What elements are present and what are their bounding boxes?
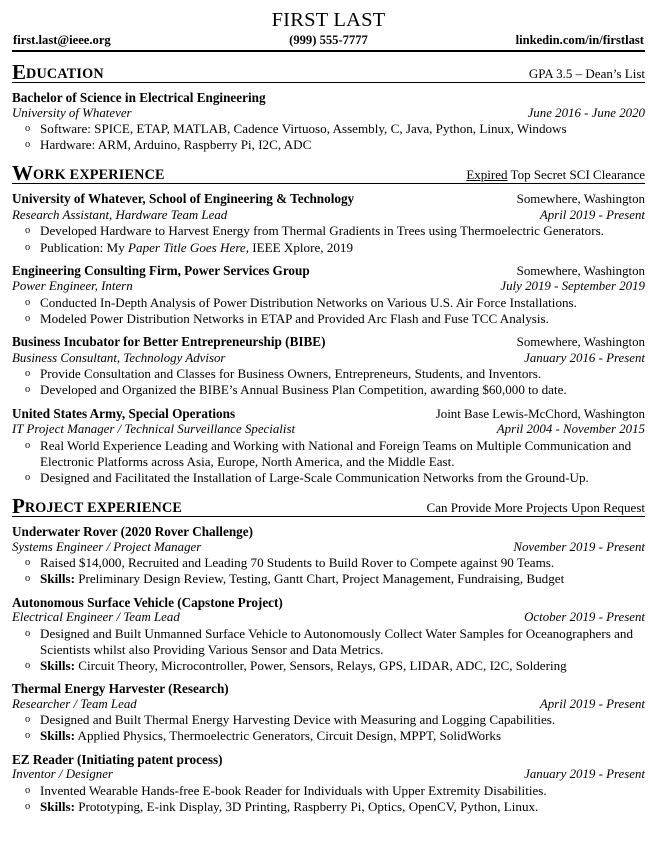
entry-role: Power Engineer, Intern (12, 279, 133, 294)
entry-dates: January 2019 - Present (524, 767, 645, 782)
bullet-label: Skills: (40, 728, 75, 744)
experience-entry (12, 334, 645, 398)
bullet-item (12, 626, 645, 658)
entry-role: Business Consultant, Technology Advisor (12, 350, 226, 365)
bullet-text: Applied Physics, Thermoelectric Generators, Circuit Design, MPPT, SolidWorks (74, 728, 502, 744)
linkedin-link[interactable]: linkedin.com/in/firstlast (515, 33, 644, 47)
entry-title-row (12, 524, 645, 540)
entry-title: Underwater Rover (2020 Rover Challenge) (12, 524, 253, 540)
entry-title: Autonomous Surface Vehicle (Capstone Project) (12, 594, 283, 610)
entry-bullet-list (12, 783, 645, 815)
experience-entry (12, 524, 645, 587)
section-title-rest: ROJECT EXPERIENCE (24, 500, 183, 517)
entry-subtitle-row (12, 208, 645, 224)
entry-title: Business Incubator for Better Entrepreneurship (BIBE) (12, 334, 326, 350)
bullet-text: Preliminary Design Review, Testing, Gantt Chart, Project Management, Fundraising, Budget (74, 571, 565, 587)
bullet-text: Developed Hardware to Harvest Energy from Thermal Gradients in Trees using Thermoelectric Generators. (40, 223, 604, 239)
entry-dates: April 2019 - Present (539, 696, 645, 711)
bullet-label: Skills: (40, 658, 75, 674)
entry-title-row (12, 263, 645, 280)
entry-title: Thermal Energy Harvester (Research) (12, 681, 229, 697)
section-title (12, 496, 182, 517)
bullet-item (12, 366, 645, 382)
bullet-text: Provide Consultation and Classes for Business Owners, Entrepreneurs, Students, and Inventors. (40, 366, 542, 382)
bullet-text: Real World Experience Leading and Working with National and Foreign Teams on Multiple Communication and Electronic Platforms across Asia, Europe, North America, and the Middle East. (40, 437, 632, 469)
bullet-item (12, 223, 645, 239)
bullet-italic-text: Paper Title Goes Here, (128, 239, 250, 255)
section-project-experience (12, 495, 645, 815)
entry-location: Somewhere, Washington (516, 335, 645, 350)
entry-bullet-list (12, 295, 645, 327)
entry-bullet-list (12, 555, 645, 587)
entry-bullet-list (12, 121, 645, 153)
entry-subtitle-row (12, 697, 645, 713)
entry-dates: April 2019 - Present (539, 207, 645, 222)
section-header-education (12, 61, 645, 83)
bullet-text: Developed and Organized the BIBE’s Annual Business Plan Competition, awarding $60,000 to date. (40, 382, 567, 398)
entry-bullet-list (12, 712, 645, 744)
section-note-text: Top Secret SCI Clearance (507, 167, 645, 183)
entry-subtitle-row (12, 540, 645, 556)
bullet-item (12, 712, 645, 728)
entry-subtitle-row (12, 422, 645, 438)
bullet-item (12, 438, 645, 470)
experience-entry (12, 752, 645, 815)
bullet-tail-text: IEEE Xplore, 2019 (249, 239, 354, 255)
section-title-rest: ORK EXPERIENCE (33, 167, 165, 184)
bullet-item (12, 555, 645, 571)
phone-text[interactable]: (999) 555-7777 (289, 33, 368, 47)
entry-location: Somewhere, Washington (516, 263, 645, 278)
entry-role: Systems Engineer / Project Manager (12, 539, 202, 554)
bullet-label: Skills: (40, 798, 75, 814)
entry-title: Bachelor of Science in Electrical Engineering (12, 90, 266, 105)
entry-bullet-list (12, 438, 645, 487)
entry-subtitle-row (12, 106, 645, 122)
bullet-item (12, 137, 645, 153)
bullet-text: Raised $14,000, Recruited and Leading 70 Students to Build Rover to Compete against 90 Teams. (40, 555, 555, 571)
entry-subtitle-row (12, 767, 645, 783)
entry-dates: June 2016 - June 2020 (527, 105, 645, 120)
section-note-text: Can Provide More Projects Upon Request (426, 500, 645, 516)
entry-role: IT Project Manager / Technical Surveillance Specialist (12, 422, 296, 437)
entry-location: Somewhere, Washington (516, 192, 645, 207)
entry-dates: October 2019 - Present (524, 610, 645, 625)
page-title: FIRST LAST (271, 9, 386, 31)
section-header-project-experience (12, 495, 645, 517)
entry-location: Joint Base Lewis-McChord, Washington (435, 406, 645, 421)
section-drop-cap: E (12, 60, 27, 84)
entry-title-row (12, 595, 645, 611)
bullet-label: Skills: (40, 571, 75, 587)
bullet-text: Circuit Theory, Microcontroller, Power, Sensors, Relays, GPS, LIDAR, ADC, I2C, Soldering (74, 658, 567, 674)
section-education (12, 61, 645, 153)
bullet-text: Prototyping, E-ink Display, 3D Printing, Raspberry Pi, Optics, OpenCV, Python, Linux. (74, 798, 539, 814)
section-work-experience (12, 162, 645, 486)
section-drop-cap: P (12, 494, 25, 519)
entry-role: University of Whatever (12, 105, 132, 120)
bullet-item (12, 295, 645, 311)
entry-title-row (12, 406, 645, 423)
bullet-text: Modeled Power Distribution Networks in ETAP and Provided Arc Flash and Fuse TCC Analysis. (40, 311, 549, 327)
experience-entry (12, 681, 645, 744)
email-text[interactable]: first.last@ieee.org (13, 33, 111, 47)
entry-title: Engineering Consulting Firm, Power Services Group (12, 262, 310, 278)
entry-bullet-list (12, 626, 645, 675)
bullet-text: Invented Wearable Hands-free E-book Reader for Individuals with Upper Extremity Disabilities. (40, 782, 547, 798)
section-note (427, 501, 645, 515)
bullet-text: Software: SPICE, ETAP, MATLAB, Cadence Virtuoso, Assembly, C, Java, Python, Linux, Windows (40, 121, 567, 136)
contact-bar (12, 33, 645, 52)
bullet-text: Designed and Built Unmanned Surface Vehicle to Autonomously Collect Water Samples for Oceanographers and Scientists whilst also Providing Various Sensor and Data Metrics. (40, 625, 633, 657)
experience-entry (12, 263, 645, 327)
section-drop-cap: W (12, 161, 33, 186)
entry-title: United States Army, Special Operations (12, 405, 236, 421)
bullet-item (12, 658, 645, 674)
entry-bullet-list (12, 366, 645, 398)
entry-role: Inventor / Designer (12, 767, 113, 782)
entry-subtitle-row (12, 610, 645, 626)
bullet-item (12, 311, 645, 327)
bullet-item (12, 728, 645, 744)
bullet-text: Designed and Built Thermal Energy Harvesting Device with Measuring and Logging Capabilities. (40, 712, 556, 728)
experience-entry (12, 90, 645, 153)
bullet-text: Designed and Facilitated the Installation of Large-Scale Communication Networks from the Ground-Up. (40, 470, 589, 486)
entry-role: Electrical Engineer / Team Lead (12, 610, 180, 625)
bullet-text: Conducted In-Depth Analysis of Power Distribution Networks on Various U.S. Air Force Installations. (40, 294, 577, 310)
bullet-item (12, 240, 645, 256)
section-note-underlined: Expired (466, 167, 508, 183)
section-header-work-experience (12, 162, 645, 184)
bullet-item (12, 571, 645, 587)
bullet-text: Publication: My (40, 239, 129, 255)
entry-subtitle-row (12, 351, 645, 367)
entry-title-row (12, 90, 645, 106)
entry-title: EZ Reader (Initiating patent process) (12, 751, 223, 767)
entry-title: University of Whatever, School of Engineering & Technology (12, 191, 355, 207)
bullet-text: Hardware: ARM, Arduino, Raspberry Pi, I2C, ADC (40, 137, 312, 153)
section-note (466, 168, 645, 182)
experience-entry (12, 406, 645, 487)
entry-dates: July 2019 - September 2019 (500, 279, 645, 294)
entry-bullet-list (12, 223, 645, 255)
section-note (529, 67, 645, 81)
bullet-item (12, 382, 645, 398)
entry-title-row (12, 334, 645, 351)
experience-entry (12, 191, 645, 255)
section-title (12, 62, 104, 83)
entry-dates: April 2004 - November 2015 (496, 422, 645, 437)
bullet-item (12, 121, 645, 137)
section-note-text: GPA 3.5 – Dean’s List (528, 66, 645, 81)
entry-title-row (12, 681, 645, 697)
sections-container (12, 61, 645, 815)
entry-dates: January 2016 - Present (524, 350, 645, 365)
entry-title-row (12, 191, 645, 208)
entry-dates: November 2019 - Present (513, 539, 645, 554)
section-title (12, 163, 165, 184)
section-title-rest: DUCATION (26, 66, 104, 82)
entry-role: Researcher / Team Lead (12, 696, 137, 711)
bullet-item (12, 799, 645, 815)
bullet-item (12, 470, 645, 486)
bullet-item (12, 783, 645, 799)
entry-title-row (12, 752, 645, 768)
experience-entry (12, 595, 645, 675)
entry-subtitle-row (12, 279, 645, 295)
entry-role: Research Assistant, Hardware Team Lead (12, 207, 228, 222)
